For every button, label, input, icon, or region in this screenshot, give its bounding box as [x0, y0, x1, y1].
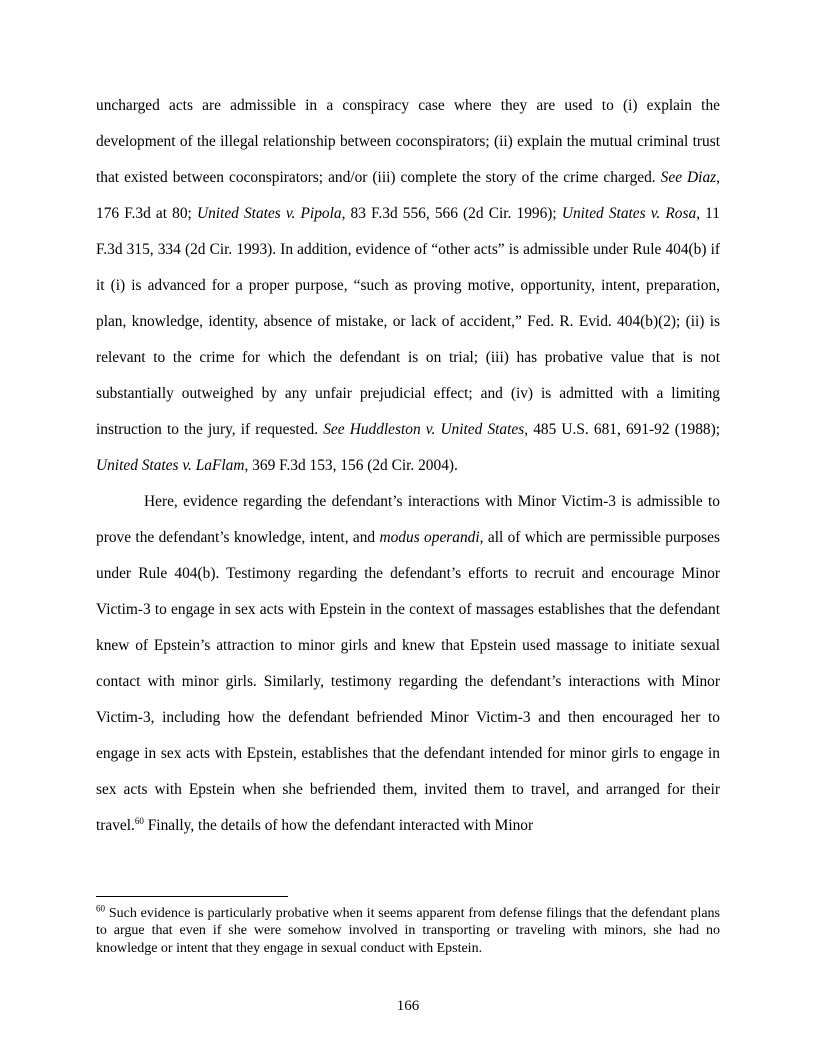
- footnote-number: 60: [96, 903, 105, 914]
- citation-italic: United States v. Rosa: [561, 205, 697, 222]
- footnote-divider: [96, 896, 288, 897]
- text-run: , 83 F.3d 556, 566 (2d Cir. 1996);: [341, 205, 562, 222]
- text-run: uncharged acts are admissible in a conspiracy case where they are used to (i) explain the development of the illegal relationship between coconspirators; (ii) explain the mutual criminal trust that existed between coconspirators; and/or (iii) complete the story of the crime charged.: [96, 97, 720, 186]
- citation-italic: United States v. LaFlam: [96, 457, 245, 474]
- body-text: [96, 88, 720, 844]
- footnote-60: [96, 905, 720, 957]
- citation-italic: modus operandi: [379, 529, 480, 546]
- footnote-text: Such evidence is particularly probative when it seems apparent from defense filings that the defendant plans to argue that even if she were somehow involved in transporting or traveling with minors, she had no knowledge or intent that they engage in sexual conduct with Epstein.: [96, 906, 720, 956]
- text-run: , 369 F.3d 153, 156 (2d Cir. 2004).: [244, 457, 458, 474]
- text-run: Finally, the details of how the defendant interacted with Minor: [143, 817, 534, 834]
- text-run: , 11 F.3d 315, 334 (2d Cir. 1993). In addition, evidence of “other acts” is admissible under Rule 404(b) if it (i) is advanced for a proper purpose, “such as proving motive, opportunity, intent, preparation, plan, knowledge, identity, absence of mistake, or lack of accident,” Fed. R. Evid. 404(b)(2); (ii) is relevant to the crime for which the defendant is on trial; (iii) has probative value that is not substantially outweighed by any unfair prejudicial effect; and (iv) is admitted with a limiting instruction to the jury, if requested.: [96, 205, 721, 438]
- citation-italic: See Huddleston v. United States: [323, 421, 525, 438]
- document-page: [96, 88, 720, 844]
- text-run: , all of which are permissible purposes under Rule 404(b). Testimony regarding the defendant’s efforts to recruit and encourage Minor Victim-3 to engage in sex acts with Epstein in the context of massages establishes that the defendant knew of Epstein’s attraction to minor girls and knew that Epstein used massage to initiate sexual contact with minor girls. Similarly, testimony regarding the defendant’s interactions with Minor Victim-3, including how the defendant befriended Minor Victim-3 and then encouraged her to engage in sex acts with Epstein, establishes that the defendant intended for minor girls to engage in sex acts with Epstein when she befriended them, invited them to travel, and arranged for their travel.: [96, 529, 720, 834]
- text-run: Here, evidence regarding the defendant’s interactions with Minor Victim-3 is admissible to prove the defendant’s knowledge, intent, and: [96, 493, 720, 546]
- paragraph: [96, 88, 720, 484]
- paragraph: [96, 484, 720, 844]
- citation-italic: See Diaz: [660, 169, 717, 186]
- footnote-ref: 60: [134, 815, 144, 826]
- text-run: , 485 U.S. 681, 691-92 (1988);: [524, 421, 720, 438]
- text-run: , 176 F.3d at 80;: [96, 169, 720, 222]
- citation-italic: United States v. Pipola: [196, 205, 342, 222]
- page-number: 166: [396, 998, 420, 1014]
